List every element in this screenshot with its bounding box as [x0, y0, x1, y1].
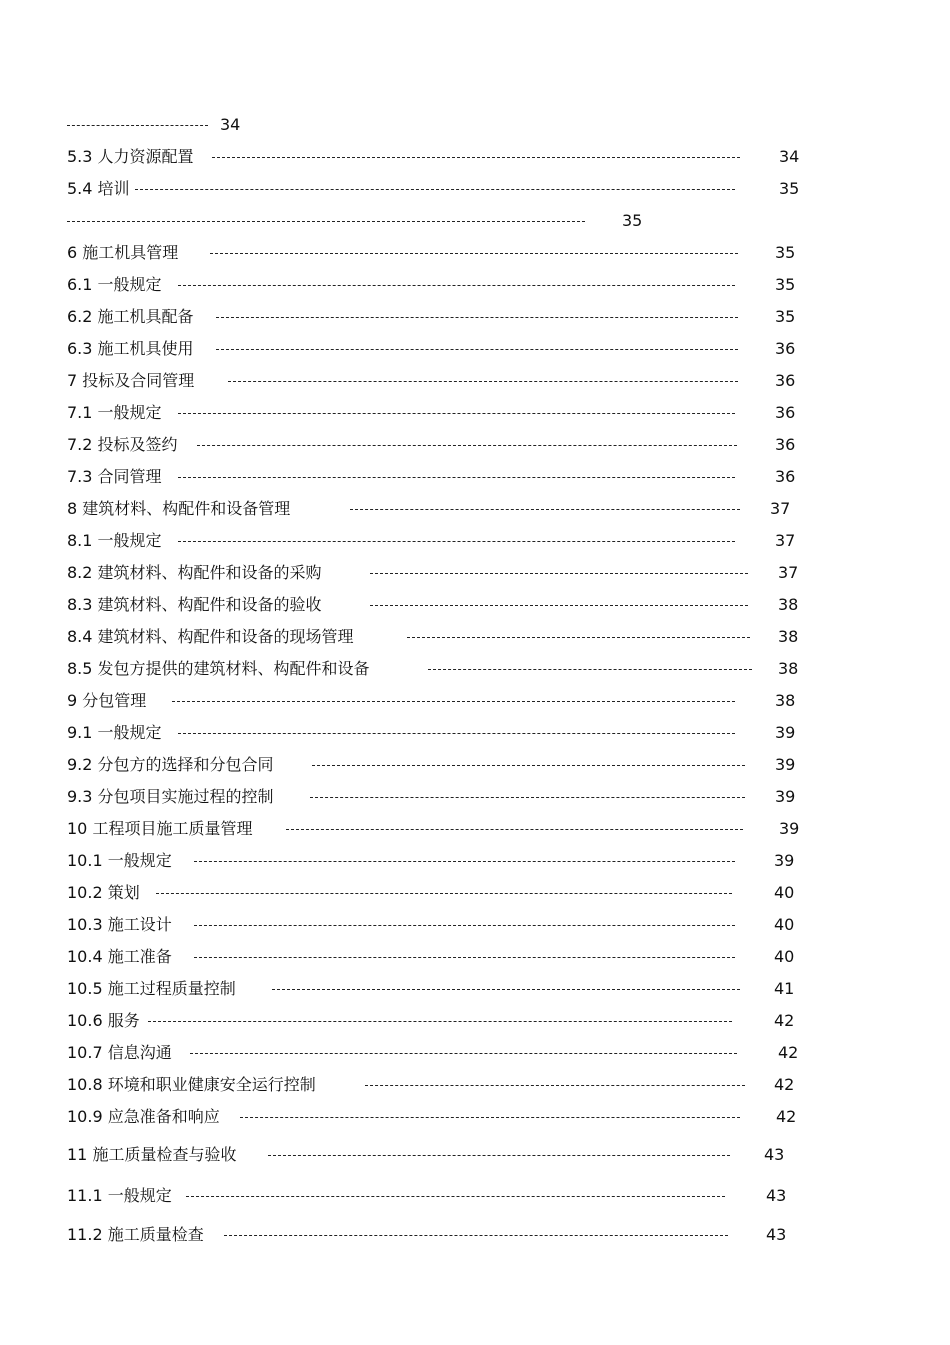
- toc-entry-title: 9 分包管理: [67, 691, 147, 710]
- dot-leader: [178, 477, 735, 478]
- toc-entry[interactable]: [0, 849, 950, 873]
- toc-entry[interactable]: [0, 1223, 950, 1247]
- toc-entry-title: 6 施工机具管理: [67, 243, 179, 262]
- toc-entry[interactable]: [0, 657, 950, 681]
- toc-entry-title: 11 施工质量检查与验收: [67, 1145, 237, 1164]
- toc-page-number: 40: [774, 883, 795, 902]
- toc-entry[interactable]: [0, 593, 950, 617]
- toc-page-number: 39: [779, 819, 800, 838]
- toc-page-number: 38: [778, 659, 799, 678]
- toc-page-number: 38: [778, 595, 799, 614]
- toc-entry-title: 10.2 策划: [67, 883, 140, 902]
- toc-entry[interactable]: [0, 1105, 950, 1129]
- dot-leader: [407, 637, 750, 638]
- toc-entry-title: 6.2 施工机具配备: [67, 307, 194, 326]
- dot-leader: [178, 285, 735, 286]
- toc-entry[interactable]: [0, 689, 950, 713]
- toc-entry[interactable]: [0, 273, 950, 297]
- dot-leader: [194, 861, 735, 862]
- toc-page-number: 37: [770, 499, 791, 518]
- toc-entry-title: 10.3 施工设计: [67, 915, 172, 934]
- toc-entry[interactable]: [0, 945, 950, 969]
- toc-entry-title: 7 投标及合同管理: [67, 371, 195, 390]
- toc-entry-title: 8.3 建筑材料、构配件和设备的验收: [67, 595, 322, 614]
- toc-entry[interactable]: [0, 881, 950, 905]
- toc-entry[interactable]: [0, 497, 950, 521]
- toc-entry-title: 8 建筑材料、构配件和设备管理: [67, 499, 291, 518]
- toc-entry[interactable]: [0, 561, 950, 585]
- toc-entry-title: 10.8 环境和职业健康安全运行控制: [67, 1075, 316, 1094]
- toc-entry-title: 6.1 一般规定: [67, 275, 162, 294]
- dot-leader: [156, 893, 732, 894]
- dot-leader: [135, 189, 735, 190]
- dot-leader: [365, 1085, 745, 1086]
- toc-entry-title: 10.9 应急准备和响应: [67, 1107, 220, 1126]
- dot-leader: [272, 989, 740, 990]
- toc-entry-title: 10 工程项目施工质量管理: [67, 819, 253, 838]
- dot-leader: [67, 221, 585, 222]
- toc-page-number: 35: [775, 307, 796, 326]
- toc-entry[interactable]: [0, 529, 950, 553]
- dot-leader: [286, 829, 743, 830]
- toc-page-number: 39: [775, 755, 796, 774]
- toc-page-number: 42: [776, 1107, 797, 1126]
- toc-page-number: 42: [774, 1075, 795, 1094]
- toc-entry-title: 9.1 一般规定: [67, 723, 162, 742]
- toc-page-number: 36: [775, 339, 796, 358]
- toc-entry[interactable]: [0, 209, 950, 233]
- toc-entry[interactable]: [0, 177, 950, 201]
- toc-page-number: 36: [775, 435, 796, 454]
- dot-leader: [428, 669, 752, 670]
- toc-entry[interactable]: [0, 625, 950, 649]
- dot-leader: [194, 957, 735, 958]
- toc-page-number: 36: [775, 371, 796, 390]
- toc-entry[interactable]: [0, 721, 950, 745]
- toc-entry[interactable]: [0, 241, 950, 265]
- dot-leader: [190, 1053, 737, 1054]
- dot-leader: [310, 797, 745, 798]
- toc-page-number: 35: [775, 243, 796, 262]
- toc-entry[interactable]: [0, 913, 950, 937]
- toc-entry[interactable]: [0, 817, 950, 841]
- toc-page-number: 43: [766, 1225, 787, 1244]
- toc-entry-title: 8.2 建筑材料、构配件和设备的采购: [67, 563, 322, 582]
- dot-leader: [186, 1196, 725, 1197]
- dot-leader: [216, 317, 738, 318]
- toc-page-number: 36: [775, 403, 796, 422]
- toc-entry[interactable]: [0, 1184, 950, 1208]
- toc-page-number: 41: [774, 979, 795, 998]
- toc-page-number: 35: [622, 211, 643, 230]
- dot-leader: [240, 1117, 740, 1118]
- toc-page-number: 34: [779, 147, 800, 166]
- toc-page-number: 39: [775, 723, 796, 742]
- toc-entry-title: 10.6 服务: [67, 1011, 140, 1030]
- toc-page-number: 38: [778, 627, 799, 646]
- toc-page-number: 36: [775, 467, 796, 486]
- dot-leader: [172, 701, 735, 702]
- toc-entry[interactable]: [0, 1073, 950, 1097]
- toc-entry-title: 9.3 分包项目实施过程的控制: [67, 787, 274, 806]
- dot-leader: [148, 1021, 732, 1022]
- toc-entry[interactable]: [0, 145, 950, 169]
- dot-leader: [178, 413, 735, 414]
- toc-page-number: 42: [778, 1043, 799, 1062]
- dot-leader: [197, 445, 737, 446]
- toc-entry-title: 8.5 发包方提供的建筑材料、构配件和设备: [67, 659, 370, 678]
- toc-page-number: 39: [774, 851, 795, 870]
- toc-entry[interactable]: [0, 305, 950, 329]
- dot-leader: [370, 605, 748, 606]
- toc-entry[interactable]: [0, 369, 950, 393]
- dot-leader: [210, 253, 738, 254]
- toc-page-number: 39: [775, 787, 796, 806]
- dot-leader: [212, 157, 740, 158]
- toc-page-number: 42: [774, 1011, 795, 1030]
- toc-page-number: 37: [775, 531, 796, 550]
- toc-page-number: 38: [775, 691, 796, 710]
- toc-entry-title: 10.4 施工准备: [67, 947, 172, 966]
- dot-leader: [67, 125, 208, 126]
- toc-entry-title: 10.5 施工过程质量控制: [67, 979, 236, 998]
- toc-page-number: 43: [764, 1145, 785, 1164]
- toc-entry-title: 10.1 一般规定: [67, 851, 172, 870]
- toc-page-number: 34: [220, 115, 241, 134]
- toc-entry-title: 5.4 培训: [67, 179, 130, 198]
- toc-entry-title: 11.1 一般规定: [67, 1186, 172, 1205]
- dot-leader: [216, 349, 738, 350]
- toc-entry[interactable]: [0, 1009, 950, 1033]
- toc-page-number: 35: [779, 179, 800, 198]
- toc-entry-title: 7.1 一般规定: [67, 403, 162, 422]
- dot-leader: [224, 1235, 728, 1236]
- toc-entry[interactable]: [0, 1041, 950, 1065]
- toc-entry-title: 6.3 施工机具使用: [67, 339, 194, 358]
- toc-entry-title: 7.3 合同管理: [67, 467, 162, 486]
- toc-entry-title: 8.1 一般规定: [67, 531, 162, 550]
- dot-leader: [194, 925, 735, 926]
- toc-entry-title: 5.3 人力资源配置: [67, 147, 194, 166]
- toc-page-number: 37: [778, 563, 799, 582]
- toc-page-number: 40: [774, 947, 795, 966]
- toc-entry[interactable]: [0, 753, 950, 777]
- toc-entry-title: 8.4 建筑材料、构配件和设备的现场管理: [67, 627, 354, 646]
- dot-leader: [312, 765, 745, 766]
- toc-entry-title: 7.2 投标及签约: [67, 435, 178, 454]
- toc-page-number: 40: [774, 915, 795, 934]
- toc-entry-title: 9.2 分包方的选择和分包合同: [67, 755, 274, 774]
- toc-entry[interactable]: [0, 1143, 950, 1167]
- dot-leader: [178, 733, 735, 734]
- toc-page-number: 35: [775, 275, 796, 294]
- toc-entry[interactable]: [0, 785, 950, 809]
- toc-entry-title: 10.7 信息沟通: [67, 1043, 172, 1062]
- toc-entry[interactable]: [0, 465, 950, 489]
- toc-entry[interactable]: [0, 433, 950, 457]
- dot-leader: [350, 509, 740, 510]
- toc-entry[interactable]: [0, 977, 950, 1001]
- dot-leader: [178, 541, 735, 542]
- toc-entry[interactable]: [0, 337, 950, 361]
- dot-leader: [268, 1155, 730, 1156]
- toc-page-number: 43: [766, 1186, 787, 1205]
- toc-entry-title: 11.2 施工质量检查: [67, 1225, 204, 1244]
- toc-entry[interactable]: [0, 401, 950, 425]
- dot-leader: [370, 573, 748, 574]
- toc-entry[interactable]: [0, 113, 950, 137]
- dot-leader: [228, 381, 738, 382]
